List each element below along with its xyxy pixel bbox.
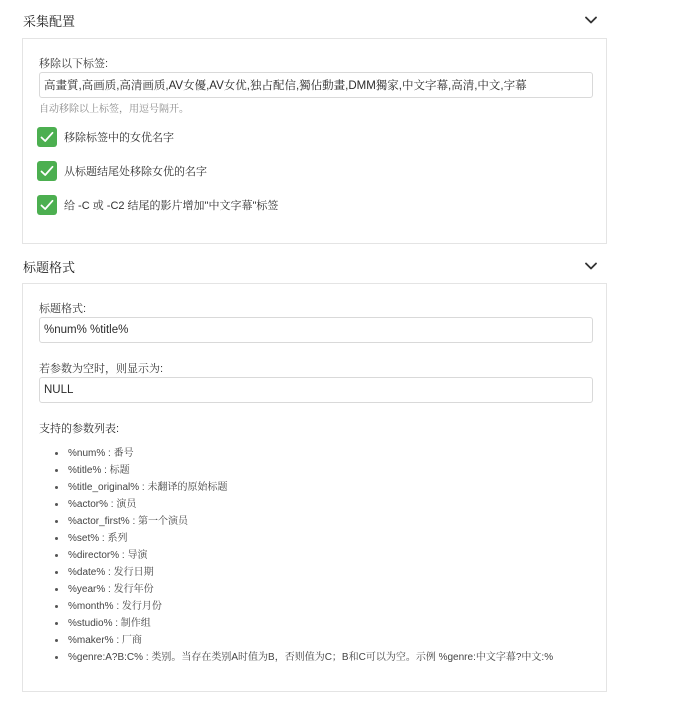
title-format-panel xyxy=(22,283,607,692)
list-item: %date% : 发行日期 xyxy=(55,564,553,581)
list-item: %year% : 发行年份 xyxy=(55,581,553,598)
option-label: 移除标签中的女优名字 xyxy=(64,132,174,144)
remove-tags-label: 移除以下标签: xyxy=(39,58,109,70)
list-item: %actor% : 演员 xyxy=(55,496,553,513)
option-label: 从标题结尾处移除女优的名字 xyxy=(64,166,207,178)
title-format-input[interactable] xyxy=(39,317,593,343)
option-remove-actress-from-tags[interactable] xyxy=(37,127,174,147)
list-item: %set% : 系列 xyxy=(55,530,553,547)
title-format-label: 标题格式: xyxy=(39,303,87,315)
remove-tags-input[interactable] xyxy=(39,72,593,98)
option-add-chinese-subtitle-tag[interactable] xyxy=(37,195,278,215)
option-label: 给 -C 或 -C2 结尾的影片增加"中文字幕"标签 xyxy=(64,200,279,212)
list-item: %director% : 导演 xyxy=(55,547,553,564)
chevron-down-icon[interactable] xyxy=(583,258,599,274)
option-remove-actress-from-title[interactable] xyxy=(37,161,207,181)
list-item: %maker% : 厂商 xyxy=(55,632,553,649)
empty-value-input[interactable] xyxy=(39,377,593,403)
list-item: %month% : 发行月份 xyxy=(55,598,553,615)
collect-config-header[interactable] xyxy=(23,8,607,32)
params-list xyxy=(55,445,553,666)
list-item: %num% : 番号 xyxy=(55,445,553,462)
list-item: %title% : 标题 xyxy=(55,462,553,479)
list-item: %studio% : 制作组 xyxy=(55,615,553,632)
remove-tags-hint: 自动移除以上标签，用逗号隔开。 xyxy=(39,104,189,115)
collect-config-title: 采集配置 xyxy=(23,13,76,29)
collect-config-panel xyxy=(22,38,607,244)
chevron-down-icon[interactable] xyxy=(583,12,599,28)
params-list-title: 支持的参数列表: xyxy=(39,423,120,435)
empty-value-label: 若参数为空时，则显示为: xyxy=(39,363,164,375)
title-format-header[interactable] xyxy=(23,254,607,278)
list-item: %actor_first% : 第一个演员 xyxy=(55,513,553,530)
title-format-title: 标题格式 xyxy=(23,259,76,275)
check-icon[interactable] xyxy=(37,195,57,215)
list-item: %genre:A?B:C% : 类别。当存在类别A时值为B，否则值为C；B和C可以为空。示例 %genre:中文字幕?中文:% xyxy=(55,649,553,666)
list-item: %title_original% : 未翻译的原始标题 xyxy=(55,479,553,496)
check-icon[interactable] xyxy=(37,127,57,147)
check-icon[interactable] xyxy=(37,161,57,181)
